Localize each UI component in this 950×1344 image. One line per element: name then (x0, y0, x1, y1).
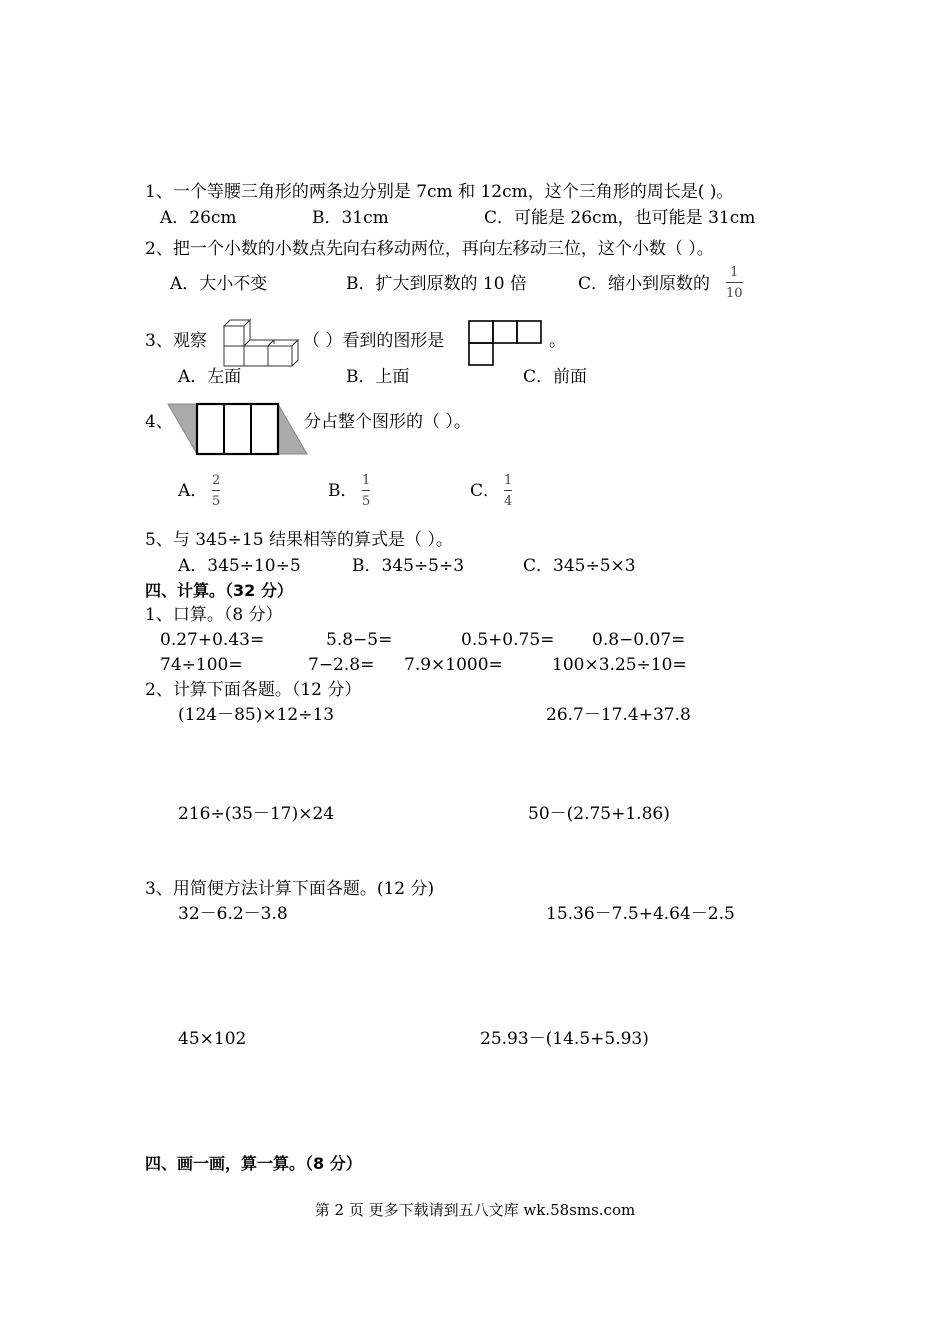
fraction-numerator: 2 (212, 473, 221, 488)
oral-calc-item: 0.27+0.43= (160, 630, 265, 650)
part3-title: 3、用简便方法计算下面各题。(12 分) (145, 879, 435, 899)
oral-calc-item: 0.8−0.07= (592, 630, 686, 650)
q4-option-b-fraction (362, 474, 370, 508)
q1-option-c: C．可能是 26cm，也可能是 31cm (484, 208, 756, 228)
fraction-denominator: 5 (362, 494, 371, 509)
section-heading-calc: 四、计算。（32 分） (145, 581, 293, 600)
calc-problem: 32－6.2－3.8 (178, 904, 288, 924)
section-heading-draw: 四、画一画，算一算。（8 分） (145, 1154, 362, 1173)
calc-problem: (124－85)×12÷13 (178, 705, 335, 725)
parallelogram-diagram-icon (168, 402, 308, 456)
q4-prefix: 4、 (145, 412, 173, 432)
oral-calc-item: 74÷100= (160, 655, 243, 675)
fraction-denominator: 5 (212, 494, 221, 509)
calc-problem: 216÷(35－17)×24 (178, 804, 335, 824)
q3-suffix: 。 (549, 331, 566, 351)
q4-option-c: C． (470, 481, 501, 501)
calc-problem: 15.36－7.5+4.64－2.5 (546, 904, 735, 924)
q3-middle: （ ）看到的图形是 (303, 331, 445, 351)
top-view-grid-icon (468, 320, 542, 366)
part1-title: 1、口算。（8 分） (145, 605, 283, 625)
calc-problem: 25.93－(14.5+5.93) (480, 1029, 649, 1049)
fraction-bar (504, 490, 512, 491)
fraction-bar (726, 282, 743, 283)
oral-calc-item: 100×3.25÷10= (552, 655, 687, 675)
q2-fraction-denominator: 10 (726, 286, 743, 301)
fraction-numerator: 1 (504, 473, 513, 488)
calc-problem: 50－(2.75+1.86) (528, 804, 670, 824)
fraction-bar (362, 490, 370, 491)
q4-middle: 分占整个图形的（ ）。 (304, 412, 471, 432)
q5-option-a: A．345÷10÷5 (178, 556, 301, 576)
calc-problem: 26.7－17.4+37.8 (546, 705, 691, 725)
fraction-numerator: 1 (362, 473, 371, 488)
q3-option-c: C．前面 (523, 367, 588, 387)
q2-stem: 2、把一个小数的小数点先向右移动两位，再向左移动三位，这个小数（ ）。 (145, 239, 714, 259)
fraction-denominator: 4 (504, 494, 513, 509)
q4-option-b: B． (328, 481, 358, 501)
calc-problem: 45×102 (178, 1029, 247, 1049)
page-footer: 第 2 页 更多下载请到五八文库 wk.58sms.com (314, 1201, 636, 1219)
q4-option-a-fraction (212, 474, 220, 508)
cubes-3d-icon (220, 318, 302, 372)
q1-option-b: B．31cm (312, 208, 389, 228)
q2-option-b: B．扩大到原数的 10 倍 (346, 274, 527, 294)
oral-calc-item: 0.5+0.75= (461, 630, 555, 650)
q5-stem: 5、与 345÷15 结果相等的算式是（ ）。 (145, 530, 453, 550)
part2-title: 2、计算下面各题。（12 分） (145, 680, 362, 700)
q3-option-a: A．左面 (178, 367, 242, 387)
q2-fraction-numerator: 1 (730, 265, 739, 280)
q5-option-c: C．345÷5×3 (523, 556, 636, 576)
q2-fraction (726, 266, 743, 300)
q2-option-a: A．大小不变 (170, 274, 268, 294)
q1-option-a: A．26cm (160, 208, 237, 228)
fraction-bar (212, 490, 220, 491)
oral-calc-item: 7−2.8= (308, 655, 375, 675)
q4-option-c-fraction (504, 474, 512, 508)
q1-stem: 1、一个等腰三角形的两条边分别是 7cm 和 12cm，这个三角形的周长是( )。 (145, 182, 734, 202)
q4-option-a: A． (178, 481, 208, 501)
oral-calc-item: 5.8−5= (326, 630, 393, 650)
q3-option-b: B．上面 (346, 367, 410, 387)
oral-calc-item: 7.9×1000= (404, 655, 503, 675)
q2-option-c: C．缩小到原数的 (578, 274, 711, 294)
q5-option-b: B．345÷5÷3 (352, 556, 465, 576)
q3-prefix: 3、观察 (145, 331, 207, 351)
